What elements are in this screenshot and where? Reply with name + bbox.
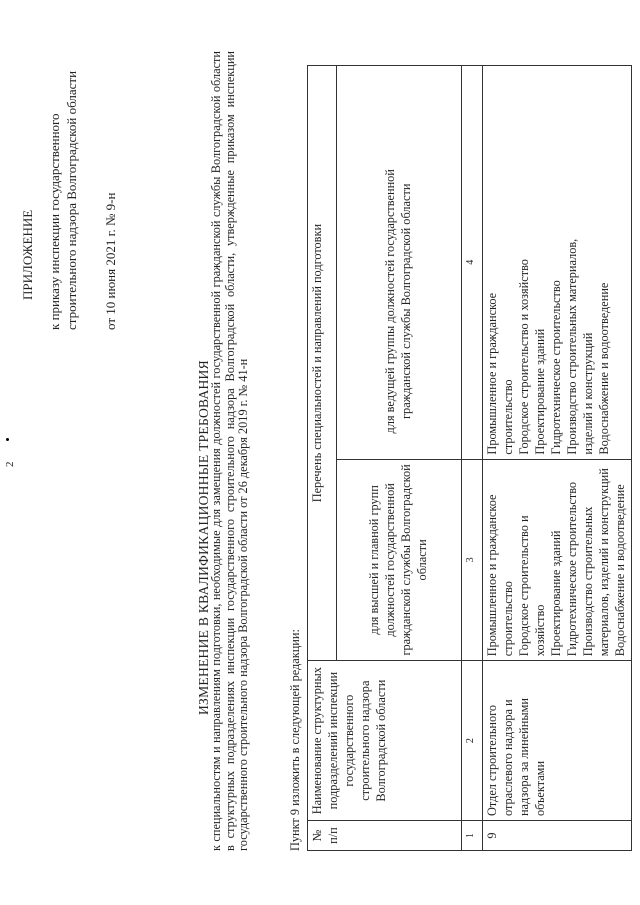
list-item: Городское строительство и хозяйство (516, 515, 547, 657)
lead-sentence: Пункт 9 изложить в следующей редакции: (288, 629, 302, 851)
list-item: Промышленное и гражданское строительство (485, 292, 515, 455)
col-number: 3 (462, 459, 483, 661)
list-item: Производство строительных материалов, изделий и конструкций (564, 238, 595, 455)
appendix-line-2: строительного надзора Волгоградской области (63, 70, 79, 330)
appendix-block (20, 10, 120, 330)
appendix-date: от 10 июня 2021 г. № 9-н (102, 192, 118, 330)
appendix-title: ПРИЛОЖЕНИЕ (20, 209, 35, 300)
header-group: Перечень специальностей и направлений подготовки (308, 66, 337, 661)
table-row (483, 66, 632, 851)
header-name: Наименование структурных подразделений инспекции государственного строительного надзора Волгоградской области (308, 661, 462, 821)
list-item: Промышленное и гражданское строительство (485, 494, 515, 657)
header-senior: для высшей и главной групп должностей государственной гражданской службы Волгоградской области (337, 459, 462, 661)
column-numbers-row (462, 66, 483, 851)
list-item: Проектирование зданий (532, 328, 547, 455)
document-heading: ИЗМЕНЕНИЕ В КВАЛИФИКАЦИОННЫЕ ТРЕБОВАНИЯ (196, 360, 211, 715)
list-item: Проектирование зданий (548, 530, 563, 657)
scan-dot (6, 438, 9, 441)
col-number: 1 (462, 821, 483, 851)
list-item: Производство строительных материалов, изделий и конструкций (580, 468, 611, 657)
table-header-row (308, 66, 337, 851)
list-item: Водоснабжение и водоотведение (596, 282, 611, 455)
row-number: 9 (483, 821, 632, 851)
header-leading: для ведущей группы должностей государственной гражданской службы Волгоградской области (337, 66, 462, 460)
appendix-line-1: к приказу инспекции государственного (46, 113, 62, 330)
list-item: Гидротехническое строительство (548, 280, 563, 455)
row-department: Отдел строительного отраслевого надзора и надзора за линейными объектами (483, 661, 632, 821)
list-item: Гидротехническое строительство (564, 481, 579, 657)
list-item: Водоснабжение и водоотведение (612, 484, 627, 657)
header-number: № п/п (308, 821, 462, 851)
col-number: 4 (462, 66, 483, 460)
row-senior-specialties (483, 459, 632, 661)
row-leading-specialties (483, 66, 632, 460)
qualification-table (307, 65, 632, 851)
intro-paragraph: к специальностям и направлениям подготовки, необходимые для замещения должностей государственной гражданской службы Волгоградской области в структурных подразделениях инспекции государственного строительного надзора Волгоградской области, утвержденные приказом инспекции государственного строительного надзора Волгоградской области от 26 декабря 2019 г. № 41-н (209, 51, 251, 851)
page-number: 2 (4, 461, 16, 467)
col-number: 2 (462, 661, 483, 821)
list-item: Городское строительство и хозяйство (516, 259, 531, 455)
